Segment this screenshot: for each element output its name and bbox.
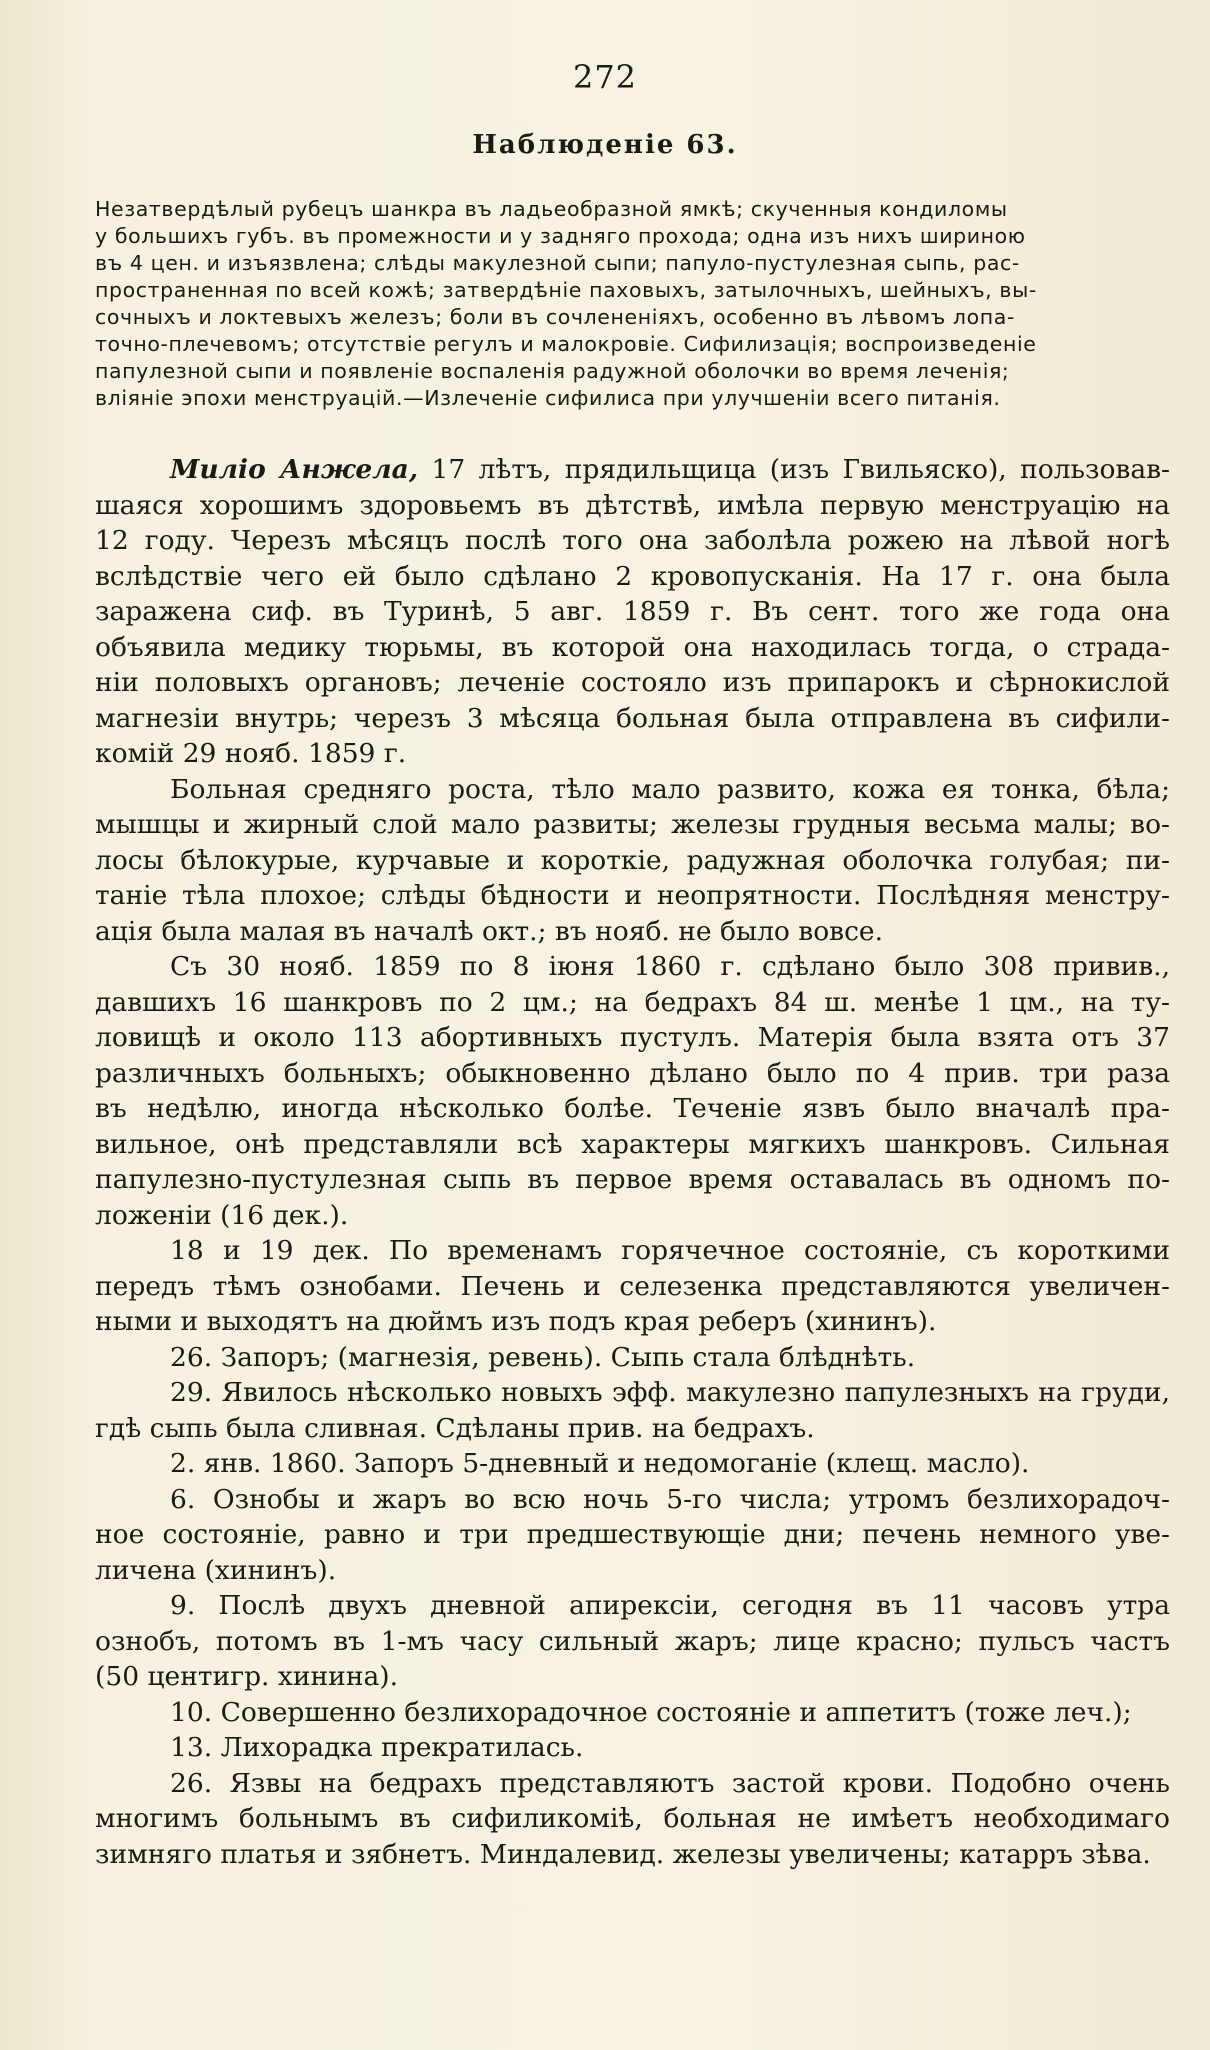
body-text: [95, 452, 1170, 1872]
paragraph-line: 13. Лихорадка прекратилась.: [170, 1732, 584, 1763]
paragraph-line: 12 году. Черезъ мѣсяцъ послѣ того она заболѣла рожею на лѣвой ногѣ: [95, 525, 1170, 556]
paragraph-line: ными и выходятъ на дюймъ изъ подъ края реберъ (хининъ).: [95, 1306, 937, 1337]
paragraph-line: 29. Явилось нѣсколько новыхъ эфф. макулезно папулезныхъ на груди,: [170, 1377, 1170, 1408]
paragraph-line: 10. Совершенно безлихорадочное состояніе и аппетитъ (тоже леч.);: [170, 1696, 1132, 1728]
abstract-line: у большихъ губъ. въ промежности и у задняго прохода; одна изъ нихъ шириною: [95, 224, 1026, 248]
paragraph-line: (50 центигр. хинина).: [95, 1661, 399, 1692]
paragraph-line: давшихъ 16 шанкровъ по 2 цм.; на бедрахъ 84 ш. менѣе 1 цм., на ту-: [95, 986, 1170, 1018]
abstract-line: сочныхъ и локтевыхъ железъ; боли въ сочлененіяхъ, особенно въ лѣвомъ лопа-: [95, 305, 1015, 329]
paragraph-line: Съ 30 нояб. 1859 по 8 іюня 1860 г. сдѣлано было 308 привив.,: [170, 951, 1170, 982]
page-number: 272: [572, 58, 638, 96]
paragraph-line: папулезно-пустулезная сыпь въ первое время оставалась въ одномъ по-: [95, 1164, 1170, 1195]
paragraph-line: магнезіи внутрь; черезъ 3 мѣсяца больная была отправлена въ сифили-: [95, 702, 1170, 734]
paragraph-text: 17 лѣтъ, прядильщица (изъ Гвильяско), пользовав-: [418, 454, 1170, 485]
abstract-line: пространенная по всей кожѣ; затвердѣніе паховыхъ, затылочныхъ, шейныхъ, вы-: [95, 278, 1037, 302]
observation-heading: Наблюденіе 63.: [472, 130, 738, 160]
paragraph-line: [95, 452, 1170, 488]
abstract-line: въ 4 цен. и изъязвлена; слѣды макулезной сыпи; папуло-пустулезная сыпь, рас-: [95, 251, 1020, 275]
paragraph-line: ніи половыхъ органовъ; леченіе состояло изъ припарокъ и сѣрнокислой: [95, 667, 1170, 698]
paragraph-line: ное состояніе, равно и три предшествующіе дни; печень немного уве-: [95, 1519, 1170, 1550]
abstract-line: папулезной сыпи и появленіе воспаленія радужной оболочки во время леченія;: [95, 359, 1010, 383]
paragraph-line: 6. Ознобы и жаръ во всю ночь 5-го числа; утромъ безлихорадоч-: [170, 1483, 1170, 1515]
paragraph-line: 26. Язвы на бедрахъ представляютъ застой крови. Подобно очень: [170, 1767, 1170, 1799]
abstract-line: Незатвердѣлый рубецъ шанкра въ ладьеобразной ямкѣ; скученныя кондиломы: [95, 197, 1008, 221]
paragraph-line: 9. Послѣ двухъ дневной апирексіи, сегодня въ 11 часовъ утра: [170, 1590, 1170, 1621]
paragraph-line: передъ тѣмъ ознобами. Печень и селезенка представляются увеличен-: [95, 1270, 1170, 1302]
paragraph-line: вильное, онѣ представляли всѣ характеры мягкихъ шанкровъ. Сильная: [95, 1128, 1170, 1160]
paragraph-line: гдѣ сыпь была сливная. Сдѣланы прив. на бедрахъ.: [95, 1412, 815, 1444]
paragraph-line: 18 и 19 дек. По временамъ горячечное состояніе, съ короткими: [170, 1235, 1170, 1266]
paragraph-line: таніе тѣла плохое; слѣды бѣдности и неопрятности. Послѣдняя менстру-: [95, 880, 1170, 911]
paragraph-line: лосы бѣлокурые, курчавые и короткіе, радужная оболочка голубая; пи-: [95, 844, 1170, 876]
paragraph-line: 26. Запоръ; (магнезія, ревень). Сыпь стала блѣднѣть.: [170, 1341, 916, 1373]
paragraph-line: 2. янв. 1860. Запоръ 5-дневный и недомоганіе (клещ. масло).: [170, 1448, 1030, 1479]
paragraph-line: ложеніи (16 дек.).: [95, 1199, 349, 1231]
paragraph-line: объявила медику тюрьмы, въ которой она находилась тогда, о страда-: [95, 631, 1170, 663]
paragraph-line: зимняго платья и зябнетъ. Миндалевид. железы увеличены; катарръ зѣва.: [95, 1838, 1151, 1870]
paragraph-line: шаяся хорошимъ здоровьемъ въ дѣтствѣ, имѣла первую менструацію на: [95, 489, 1170, 521]
abstract-line: точно-плечевомъ; отсутствіе регулъ и малокровіе. Сифилизація; воспроизведеніе: [95, 332, 1037, 356]
case-abstract: [95, 196, 1165, 412]
paragraph-line: различныхъ больныхъ; обыкновенно дѣлано было по 4 прив. три раза: [95, 1057, 1170, 1089]
patient-name: Миліо Анжела,: [170, 454, 419, 485]
paragraph-line: Больная средняго роста, тѣло мало развито, кожа ея тонка, бѣла;: [170, 773, 1170, 805]
paragraph-line: въ недѣлю, иногда нѣсколько болѣе. Теченіе язвъ было вначалѣ пра-: [95, 1093, 1170, 1124]
paragraph-line: мышцы и жирный слой мало развиты; железы грудныя весьма малы; во-: [95, 809, 1170, 840]
paragraph-line: ознобъ, потомъ въ 1-мъ часу сильный жаръ; лице красно; пульсъ частъ: [95, 1625, 1170, 1657]
paragraph-line: заражена сиф. въ Туринѣ, 5 авг. 1859 г. Въ сент. того же года она: [95, 596, 1170, 627]
paragraph-line: вслѣдствіе чего ей было сдѣлано 2 кровопусканія. На 17 г. она была: [95, 560, 1170, 592]
abstract-line: вліяніе эпохи менструацій.—Излеченіе сифилиса при улучшеніи всего питанія.: [95, 386, 1001, 410]
paragraph-line: личена (хининъ).: [95, 1554, 337, 1586]
paragraph-line: комій 29 нояб. 1859 г.: [95, 738, 407, 769]
paragraph-line: ація была малая въ началѣ окт.; въ нояб. не было вовсе.: [95, 915, 884, 947]
paragraph-line: многимъ больнымъ въ сифиликомiѣ, больная не имѣетъ необходимаго: [95, 1803, 1170, 1834]
paragraph-line: ловищѣ и около 113 абортивныхъ пустулъ. Матерія была взята отъ 37: [95, 1022, 1170, 1053]
